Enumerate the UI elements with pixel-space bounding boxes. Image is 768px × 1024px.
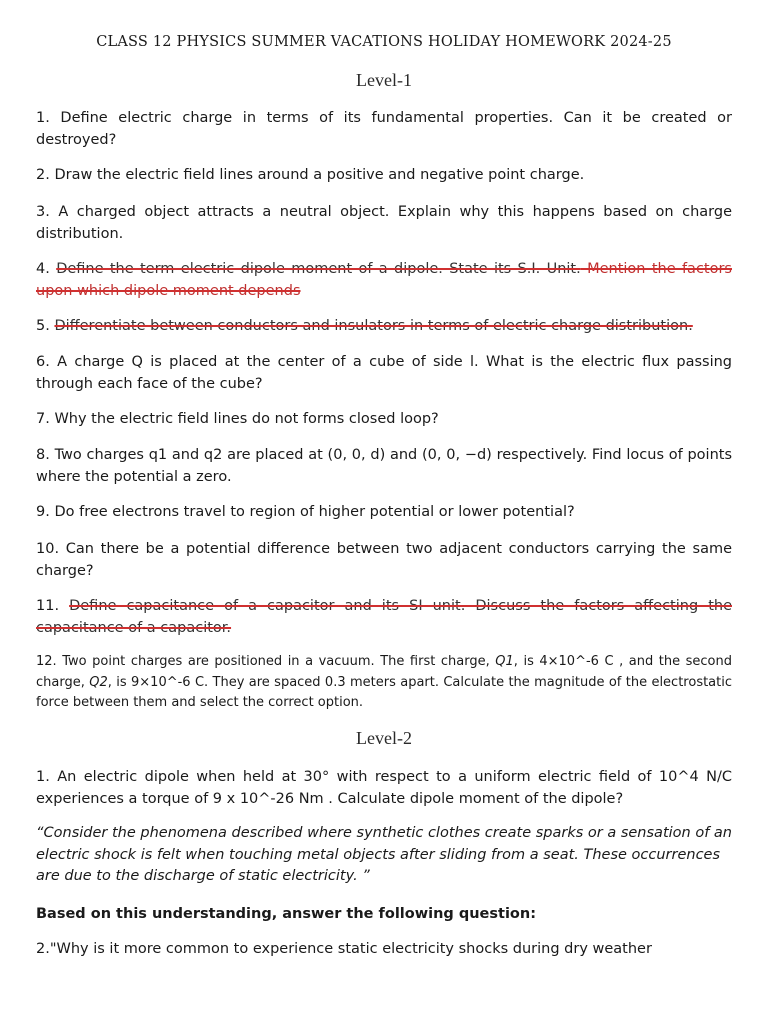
- question-text: , is 9×10^-6 C. They are spaced 0.3 meters apart. Calculate the magnitude of the electrostatic force between them and select the correct option.: [36, 674, 733, 710]
- level1-question-6: 6. A charge Q is placed at the center of a cube of side l. What is the electric flux passing through each face of the cube?: [36, 354, 732, 392]
- level2-question-1: 1. An electric dipole when held at 30° with respect to a uniform electric field of 10^4 N/C experiences a torque of 9 x 10^-26 Nm . Calculate dipole moment of the dipole?: [36, 769, 732, 807]
- level1-question-4: [36, 259, 732, 302]
- level1-question-1: 1. Define electric charge in terms of its fundamental properties. Can it be created or destroyed?: [36, 110, 732, 148]
- charge-symbol: [89, 675, 108, 690]
- level-2-heading: Level-2: [356, 728, 412, 748]
- level1-question-12: [36, 652, 732, 714]
- level1-question-3: 3. A charged object attracts a neutral object. Explain why this happens based on charge distribution.: [36, 204, 732, 242]
- question-number: 5.: [36, 318, 55, 334]
- question-text: 12. Two point charges are positioned in a vacuum. The first charge,: [36, 654, 496, 669]
- charge-index: 2: [99, 674, 108, 690]
- case-study-quote: “Consider the phenomena described where synthetic clothes create sparks or a sensation of an electric shock is felt when touching metal objects after sliding from a seat. These occurrences are due to the discharge of static electricity. ”: [36, 825, 732, 884]
- charge-letter: Q: [495, 654, 506, 669]
- struck-text: Define capacitance of a capacitor and its SI unit. Discuss the factors affecting the capacitance of a capacitor.: [36, 598, 732, 636]
- question-number: 4.: [36, 261, 57, 277]
- level1-question-7: 7. Why the electric field lines do not forms closed loop?: [36, 411, 439, 427]
- question-number: 11.: [36, 598, 70, 614]
- level-1-heading: Level-1: [356, 70, 412, 90]
- charge-index: 1: [505, 654, 514, 669]
- level1-question-11: [36, 596, 732, 639]
- struck-text: Differentiate between conductors and insulators in terms of electric charge distribution.: [54, 318, 693, 334]
- level1-question-5: [36, 316, 732, 338]
- struck-text: Define the term electric dipole moment of a dipole. State its S.I. Unit.: [56, 261, 581, 277]
- question-text: , is 4×10^-6 C , and the second charge,: [36, 654, 732, 690]
- charge-symbol: [495, 654, 514, 669]
- case-study-instruction: Based on this understanding, answer the following question:: [36, 906, 536, 922]
- page-title: CLASS 12 PHYSICS SUMMER VACATIONS HOLIDAY HOMEWORK 2024-25: [96, 34, 672, 50]
- level1-question-10: 10. Can there be a potential difference between two adjacent conductors carrying the same charge?: [36, 541, 732, 579]
- struck-text-red: Mention the factors upon which dipole moment depends: [36, 261, 732, 299]
- level1-question-9: 9. Do free electrons travel to region of higher potential or lower potential?: [36, 504, 575, 520]
- level2-question-2: 2."Why is it more common to experience static electricity shocks during dry weather: [36, 941, 652, 957]
- level1-question-2: 2. Draw the electric field lines around a positive and negative point charge.: [36, 167, 585, 183]
- level1-question-8: 8. Two charges q1 and q2 are placed at (0, 0, d) and (0, 0, −d) respectively. Find locus of points where the potential a zero.: [36, 447, 732, 485]
- charge-letter: Q: [89, 674, 100, 690]
